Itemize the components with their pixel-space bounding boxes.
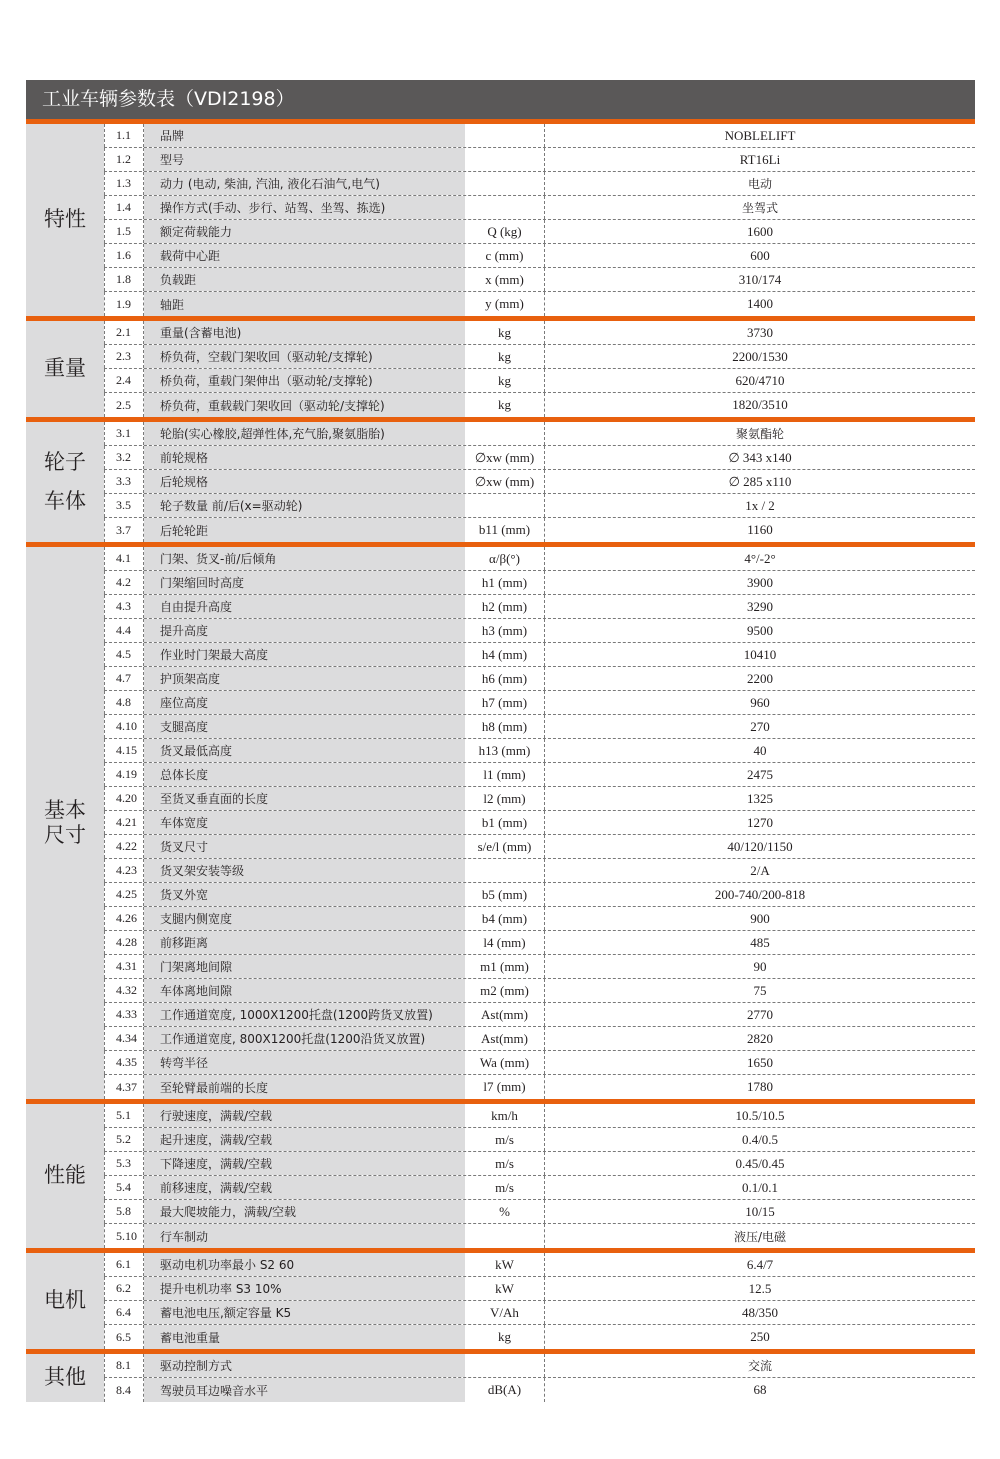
row-parameter: 支腿内侧宽度 bbox=[144, 907, 465, 930]
row-number: 4.31 bbox=[104, 955, 144, 978]
row-unit: kg bbox=[465, 321, 545, 344]
row-number: 5.8 bbox=[104, 1200, 144, 1223]
section-label-text: 轮子 bbox=[44, 449, 86, 474]
row-value: 2475 bbox=[747, 766, 773, 782]
row-parameter: 品牌 bbox=[144, 124, 465, 147]
spec-row bbox=[104, 883, 975, 907]
row-value: 68 bbox=[753, 1382, 767, 1397]
row-number: 1.6 bbox=[104, 244, 144, 267]
spec-row bbox=[104, 667, 975, 691]
spec-row bbox=[104, 547, 975, 571]
row-value: 3900 bbox=[747, 574, 773, 590]
row-number: 3.7 bbox=[104, 518, 144, 542]
row-parameter: 后轮轮距 bbox=[144, 518, 465, 542]
row-parameter: 至货叉垂直面的长度 bbox=[144, 787, 465, 810]
spec-row bbox=[104, 369, 975, 393]
row-value: 250 bbox=[750, 1329, 770, 1344]
row-unit: m2 (mm) bbox=[465, 979, 545, 1002]
row-unit bbox=[465, 494, 545, 517]
row-unit: m/s bbox=[465, 1176, 545, 1199]
spec-row bbox=[104, 268, 975, 292]
section-label-text: 特性 bbox=[44, 207, 86, 232]
spec-row bbox=[104, 715, 975, 739]
row-number: 5.1 bbox=[104, 1104, 144, 1127]
spec-row bbox=[104, 1224, 975, 1248]
section-label bbox=[26, 1253, 104, 1349]
row-parameter: 桥负荷，重载载门架收回（驱动轮/支撑轮) bbox=[144, 393, 465, 417]
row-number: 8.1 bbox=[104, 1354, 144, 1377]
row-unit: dB(A) bbox=[465, 1378, 545, 1402]
row-number: 4.32 bbox=[104, 979, 144, 1002]
row-number: 4.8 bbox=[104, 691, 144, 714]
row-unit: h3 (mm) bbox=[465, 619, 545, 642]
spec-row bbox=[104, 148, 975, 172]
spec-row bbox=[104, 321, 975, 345]
row-number: 2.4 bbox=[104, 369, 144, 392]
row-unit bbox=[465, 196, 545, 219]
row-value: 6.4/7 bbox=[746, 1256, 774, 1272]
row-number: 3.1 bbox=[104, 422, 144, 445]
row-number: 2.1 bbox=[104, 321, 144, 344]
row-number: 4.5 bbox=[104, 643, 144, 666]
section-label bbox=[26, 547, 104, 1099]
row-value: 620/4710 bbox=[735, 372, 785, 388]
section-label bbox=[26, 124, 104, 316]
row-number: 1.5 bbox=[104, 220, 144, 243]
row-number: 6.5 bbox=[104, 1325, 144, 1349]
row-number: 3.2 bbox=[104, 446, 144, 469]
spec-row bbox=[104, 244, 975, 268]
spec-row bbox=[104, 1051, 975, 1075]
spec-row bbox=[104, 196, 975, 220]
row-unit: l7 (mm) bbox=[465, 1075, 545, 1099]
row-value: 2770 bbox=[747, 1006, 773, 1022]
row-number: 4.4 bbox=[104, 619, 144, 642]
row-value: 交流 bbox=[747, 1359, 772, 1373]
row-number: 4.25 bbox=[104, 883, 144, 906]
spec-section bbox=[26, 1253, 975, 1354]
row-unit: m1 (mm) bbox=[465, 955, 545, 978]
row-unit: h2 (mm) bbox=[465, 595, 545, 618]
row-parameter: 行驶速度，满载/空载 bbox=[144, 1104, 465, 1127]
row-unit bbox=[465, 1354, 545, 1377]
row-value: 10.5/10.5 bbox=[735, 1107, 785, 1123]
row-value: 270 bbox=[750, 718, 770, 734]
row-value: 1325 bbox=[747, 790, 773, 806]
row-value: 10/15 bbox=[745, 1203, 775, 1219]
section-label-text: 电机 bbox=[44, 1288, 86, 1313]
row-value: 12.5 bbox=[748, 1280, 772, 1296]
row-value: 600 bbox=[750, 247, 770, 263]
spec-row bbox=[104, 124, 975, 148]
row-number: 2.3 bbox=[104, 345, 144, 368]
row-unit: Ast(mm) bbox=[465, 1027, 545, 1050]
spec-row bbox=[104, 691, 975, 715]
spec-table bbox=[26, 124, 975, 1402]
row-parameter: 最大爬坡能力，满载/空载 bbox=[144, 1200, 465, 1223]
spec-row bbox=[104, 1152, 975, 1176]
row-unit: b11 (mm) bbox=[465, 518, 545, 542]
row-value: 48/350 bbox=[741, 1304, 779, 1320]
row-value: 900 bbox=[750, 910, 770, 926]
row-value: 3730 bbox=[747, 324, 773, 340]
section-label-text: 尺寸 bbox=[44, 823, 86, 847]
spec-row bbox=[104, 1253, 975, 1277]
row-parameter: 驱动控制方式 bbox=[144, 1354, 465, 1377]
row-unit: V/Ah bbox=[465, 1301, 545, 1324]
row-parameter: 至轮臂最前端的长度 bbox=[144, 1075, 465, 1099]
row-value: 聚氨酯轮 bbox=[735, 427, 784, 441]
row-value: 0.4/0.5 bbox=[741, 1131, 779, 1147]
row-number: 4.20 bbox=[104, 787, 144, 810]
row-parameter: 操作方式(手动、步行、站驾、坐驾、拣选) bbox=[144, 196, 465, 219]
row-unit: % bbox=[465, 1200, 545, 1223]
row-number: 5.10 bbox=[104, 1224, 144, 1248]
row-number: 3.3 bbox=[104, 470, 144, 493]
spec-row bbox=[104, 1200, 975, 1224]
row-parameter: 后轮规格 bbox=[144, 470, 465, 493]
row-parameter: 驾驶员耳边噪音水平 bbox=[144, 1378, 465, 1402]
row-unit bbox=[465, 859, 545, 882]
row-number: 4.37 bbox=[104, 1075, 144, 1099]
row-number: 5.4 bbox=[104, 1176, 144, 1199]
row-value: 310/174 bbox=[738, 271, 782, 287]
row-parameter: 型号 bbox=[144, 148, 465, 171]
row-value: 坐驾式 bbox=[741, 201, 778, 215]
section-label-text: 基本 bbox=[44, 797, 86, 822]
spec-row bbox=[104, 345, 975, 369]
row-value: 1400 bbox=[747, 296, 773, 311]
row-value: 3290 bbox=[747, 598, 773, 614]
row-parameter: 支腿高度 bbox=[144, 715, 465, 738]
row-parameter: 货叉最低高度 bbox=[144, 739, 465, 762]
spec-row bbox=[104, 422, 975, 446]
section-label bbox=[26, 1354, 104, 1402]
row-parameter: 前移距离 bbox=[144, 931, 465, 954]
row-value: 960 bbox=[750, 694, 770, 710]
row-parameter: 负载距 bbox=[144, 268, 465, 291]
row-parameter: 轮子数量 前/后(x=驱动轮) bbox=[144, 494, 465, 517]
row-unit: m/s bbox=[465, 1128, 545, 1151]
spec-row bbox=[104, 1075, 975, 1099]
row-number: 4.21 bbox=[104, 811, 144, 834]
row-parameter: 门架离地间隙 bbox=[144, 955, 465, 978]
row-number: 1.3 bbox=[104, 172, 144, 195]
row-parameter: 工作通道宽度, 1000X1200托盘(1200跨货叉放置) bbox=[144, 1003, 465, 1026]
row-number: 4.34 bbox=[104, 1027, 144, 1050]
row-parameter: 前移速度，满载/空载 bbox=[144, 1176, 465, 1199]
row-value: 485 bbox=[750, 934, 770, 950]
spec-row bbox=[104, 955, 975, 979]
spec-row bbox=[104, 739, 975, 763]
row-parameter: 轴距 bbox=[144, 292, 465, 316]
row-unit: x (mm) bbox=[465, 268, 545, 291]
spec-row bbox=[104, 1027, 975, 1051]
row-number: 4.3 bbox=[104, 595, 144, 618]
row-value: 电动 bbox=[747, 177, 772, 191]
row-parameter: 自由提升高度 bbox=[144, 595, 465, 618]
spec-row bbox=[104, 172, 975, 196]
section-label-text: 其他 bbox=[44, 1365, 86, 1390]
row-number: 1.9 bbox=[104, 292, 144, 316]
row-parameter: 工作通道宽度, 800X1200托盘(1200沿货叉放置) bbox=[144, 1027, 465, 1050]
row-unit: Wa (mm) bbox=[465, 1051, 545, 1074]
row-parameter: 蓄电池电压,额定容量 K5 bbox=[144, 1301, 465, 1324]
row-parameter: 货叉外宽 bbox=[144, 883, 465, 906]
row-number: 1.4 bbox=[104, 196, 144, 219]
row-number: 5.3 bbox=[104, 1152, 144, 1175]
row-unit: Ast(mm) bbox=[465, 1003, 545, 1026]
section-label bbox=[26, 321, 104, 417]
row-number: 4.35 bbox=[104, 1051, 144, 1074]
row-unit: ∅xw (mm) bbox=[465, 470, 545, 493]
row-unit: h7 (mm) bbox=[465, 691, 545, 714]
row-value: 200-740/200-818 bbox=[714, 886, 806, 902]
row-unit: l2 (mm) bbox=[465, 787, 545, 810]
spec-row bbox=[104, 979, 975, 1003]
row-unit bbox=[465, 148, 545, 171]
row-unit: c (mm) bbox=[465, 244, 545, 267]
row-number: 1.2 bbox=[104, 148, 144, 171]
row-unit: kg bbox=[465, 369, 545, 392]
row-number: 6.4 bbox=[104, 1301, 144, 1324]
row-parameter: 下降速度，满载/空载 bbox=[144, 1152, 465, 1175]
row-unit: b4 (mm) bbox=[465, 907, 545, 930]
row-value: ∅ 343 x140 bbox=[728, 449, 792, 465]
row-unit: α/β(°) bbox=[465, 547, 545, 570]
spec-row bbox=[104, 1176, 975, 1200]
row-parameter: 车体宽度 bbox=[144, 811, 465, 834]
spec-section bbox=[26, 547, 975, 1104]
row-value: 2820 bbox=[747, 1030, 773, 1046]
row-parameter: 蓄电池重量 bbox=[144, 1325, 465, 1349]
row-unit: kW bbox=[465, 1277, 545, 1300]
row-number: 4.7 bbox=[104, 667, 144, 690]
spec-row bbox=[104, 1003, 975, 1027]
spec-row bbox=[104, 220, 975, 244]
row-parameter: 桥负荷，重载门架伸出（驱动轮/支撑轮) bbox=[144, 369, 465, 392]
row-value: 1600 bbox=[747, 223, 773, 239]
row-value: 90 bbox=[753, 958, 767, 974]
sheet-title: 工业车辆参数表（VDI2198） bbox=[26, 80, 975, 124]
spec-row bbox=[104, 1325, 975, 1349]
row-value: NOBLELIFT bbox=[724, 127, 796, 143]
row-value: 1820/3510 bbox=[732, 397, 788, 412]
spec-section bbox=[26, 321, 975, 422]
row-unit: Q (kg) bbox=[465, 220, 545, 243]
section-label-text: 性能 bbox=[44, 1163, 86, 1188]
row-number: 4.26 bbox=[104, 907, 144, 930]
row-value: 40 bbox=[753, 742, 767, 758]
row-unit: m/s bbox=[465, 1152, 545, 1175]
row-number: 4.23 bbox=[104, 859, 144, 882]
row-unit: y (mm) bbox=[465, 292, 545, 316]
section-label-text: 车体 bbox=[44, 489, 86, 513]
spec-section bbox=[26, 124, 975, 321]
spec-row bbox=[104, 470, 975, 494]
row-parameter: 载荷中心距 bbox=[144, 244, 465, 267]
spec-row bbox=[104, 446, 975, 470]
row-number: 4.22 bbox=[104, 835, 144, 858]
row-unit bbox=[465, 124, 545, 147]
row-unit: b1 (mm) bbox=[465, 811, 545, 834]
row-value: 0.1/0.1 bbox=[741, 1179, 779, 1195]
row-number: 1.1 bbox=[104, 124, 144, 147]
row-number: 3.5 bbox=[104, 494, 144, 517]
spec-row bbox=[104, 811, 975, 835]
row-parameter: 护顶架高度 bbox=[144, 667, 465, 690]
row-value: ∅ 285 x110 bbox=[728, 473, 792, 489]
spec-row bbox=[104, 518, 975, 542]
row-value: 液压/电磁 bbox=[733, 1229, 787, 1244]
spec-sheet bbox=[26, 80, 975, 1402]
row-value: 10410 bbox=[743, 646, 777, 662]
row-number: 4.33 bbox=[104, 1003, 144, 1026]
row-unit: b5 (mm) bbox=[465, 883, 545, 906]
row-parameter: 门架、货叉-前/后倾角 bbox=[144, 547, 465, 570]
section-label bbox=[26, 1104, 104, 1248]
row-parameter: 驱动电机功率最小 S2 60 bbox=[144, 1253, 465, 1276]
spec-row bbox=[104, 931, 975, 955]
row-value: 1780 bbox=[747, 1079, 773, 1094]
row-parameter: 转弯半径 bbox=[144, 1051, 465, 1074]
row-unit bbox=[465, 422, 545, 445]
row-number: 8.4 bbox=[104, 1378, 144, 1402]
row-unit: h6 (mm) bbox=[465, 667, 545, 690]
row-number: 6.1 bbox=[104, 1253, 144, 1276]
spec-row bbox=[104, 859, 975, 883]
spec-section bbox=[26, 1354, 975, 1402]
row-parameter: 门架缩回时高度 bbox=[144, 571, 465, 594]
row-unit: kg bbox=[465, 393, 545, 417]
row-value: 0.45/0.45 bbox=[735, 1155, 785, 1171]
row-parameter: 货叉架安装等级 bbox=[144, 859, 465, 882]
row-number: 4.19 bbox=[104, 763, 144, 786]
row-number: 4.15 bbox=[104, 739, 144, 762]
row-parameter: 提升高度 bbox=[144, 619, 465, 642]
row-parameter: 重量(含蓄电池) bbox=[144, 321, 465, 344]
row-parameter: 车体离地间隙 bbox=[144, 979, 465, 1002]
row-unit: l4 (mm) bbox=[465, 931, 545, 954]
row-value: 2200/1530 bbox=[732, 348, 788, 364]
row-parameter: 额定荷载能力 bbox=[144, 220, 465, 243]
row-value: 75 bbox=[753, 982, 767, 998]
row-value: 4°/-2° bbox=[744, 550, 776, 566]
row-number: 4.28 bbox=[104, 931, 144, 954]
spec-row bbox=[104, 907, 975, 931]
row-unit: kg bbox=[465, 345, 545, 368]
row-parameter: 轮胎(实心橡胶,超弹性体,充气胎,聚氨脂胎) bbox=[144, 422, 465, 445]
spec-row bbox=[104, 835, 975, 859]
row-unit: km/h bbox=[465, 1104, 545, 1127]
spec-row bbox=[104, 292, 975, 316]
row-parameter: 提升电机功率 S3 10% bbox=[144, 1277, 465, 1300]
spec-row bbox=[104, 1301, 975, 1325]
row-unit bbox=[465, 1224, 545, 1248]
row-unit: ∅xw (mm) bbox=[465, 446, 545, 469]
row-value: RT16Li bbox=[739, 151, 781, 167]
row-unit: kg bbox=[465, 1325, 545, 1349]
section-label-text: 重量 bbox=[44, 356, 86, 381]
row-unit: h13 (mm) bbox=[465, 739, 545, 762]
spec-section bbox=[26, 1104, 975, 1253]
spec-row bbox=[104, 1104, 975, 1128]
row-unit: kW bbox=[465, 1253, 545, 1276]
row-number: 5.2 bbox=[104, 1128, 144, 1151]
row-number: 1.8 bbox=[104, 268, 144, 291]
row-number: 6.2 bbox=[104, 1277, 144, 1300]
spec-row bbox=[104, 763, 975, 787]
spec-row bbox=[104, 619, 975, 643]
section-label bbox=[26, 422, 104, 542]
row-value: 2/A bbox=[750, 862, 770, 878]
spec-row bbox=[104, 1128, 975, 1152]
row-parameter: 动力 (电动, 柴油, 汽油, 液化石油气,电气) bbox=[144, 172, 465, 195]
row-value: 9500 bbox=[747, 622, 773, 638]
row-parameter: 总体长度 bbox=[144, 763, 465, 786]
row-number: 4.2 bbox=[104, 571, 144, 594]
spec-row bbox=[104, 1378, 975, 1402]
spec-row bbox=[104, 595, 975, 619]
spec-row bbox=[104, 494, 975, 518]
row-unit: s/e/l (mm) bbox=[465, 835, 545, 858]
row-value: 2200 bbox=[747, 670, 773, 686]
row-unit: h1 (mm) bbox=[465, 571, 545, 594]
row-parameter: 起升速度，满载/空载 bbox=[144, 1128, 465, 1151]
row-value: 1650 bbox=[747, 1054, 773, 1070]
row-number: 4.1 bbox=[104, 547, 144, 570]
row-unit: l1 (mm) bbox=[465, 763, 545, 786]
row-number: 4.10 bbox=[104, 715, 144, 738]
row-value: 1160 bbox=[747, 522, 773, 537]
row-parameter: 座位高度 bbox=[144, 691, 465, 714]
row-parameter: 作业时门架最大高度 bbox=[144, 643, 465, 666]
spec-row bbox=[104, 1354, 975, 1378]
row-parameter: 桥负荷，空载门架收回（驱动轮/支撑轮) bbox=[144, 345, 465, 368]
spec-row bbox=[104, 393, 975, 417]
row-unit bbox=[465, 172, 545, 195]
spec-row bbox=[104, 643, 975, 667]
row-unit: h4 (mm) bbox=[465, 643, 545, 666]
spec-row bbox=[104, 1277, 975, 1301]
row-parameter: 行车制动 bbox=[144, 1224, 465, 1248]
row-value: 40/120/1150 bbox=[727, 838, 793, 854]
spec-section bbox=[26, 422, 975, 547]
row-value: 1x / 2 bbox=[745, 497, 775, 513]
row-value: 1270 bbox=[747, 814, 773, 830]
row-parameter: 货叉尺寸 bbox=[144, 835, 465, 858]
row-number: 2.5 bbox=[104, 393, 144, 417]
spec-row bbox=[104, 787, 975, 811]
row-parameter: 前轮规格 bbox=[144, 446, 465, 469]
row-unit: h8 (mm) bbox=[465, 715, 545, 738]
spec-row bbox=[104, 571, 975, 595]
